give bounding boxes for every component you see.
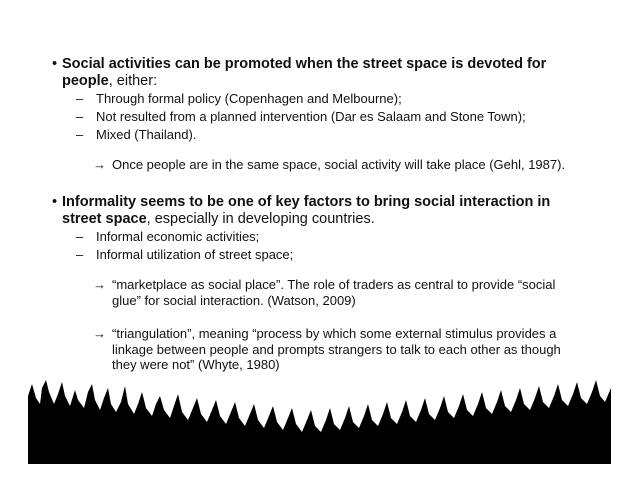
dash-marker: – [76, 127, 84, 142]
dash-marker: – [76, 109, 84, 124]
sub-item: – Mixed (Thailand). [76, 127, 197, 142]
bullet-1-rest: , either: [108, 73, 158, 89]
arrow-item: → “triangulation”, meaning “process by which some external stimulus provides a linkage between people and prompts strangers to talk to each other as though they were not” (Whyte, 1980) [93, 326, 561, 372]
arrow-icon: → [93, 326, 106, 341]
dash-marker: – [76, 247, 84, 262]
arrow-item: → Once people are in the same space, social activity will take place (Gehl, 1987). [93, 157, 566, 172]
sub-item: – Through formal policy (Copenhagen and Melbourne); [76, 91, 402, 106]
bullet-1 [52, 56, 572, 90]
bullet-2-rest: , especially in developing countries. [146, 211, 375, 227]
arrow-icon: → [93, 277, 106, 292]
sub-item: – Informal economic activities; [76, 229, 260, 244]
bullet-2-bold: Informality seems to be one of key factors to bring social interaction in street space [62, 194, 551, 227]
dash-marker: – [76, 91, 84, 106]
dash-marker: – [76, 229, 84, 244]
arrow-icon: → [93, 157, 106, 172]
bullet-1-bold: Social activities can be promoted when the street space is devoted for people [62, 56, 547, 89]
sub-item: – Informal utilization of street space; [76, 247, 294, 262]
bullet-marker: • [52, 194, 58, 210]
arrow-item: → “marketplace as social place”. The role of traders as central to provide “social glue” for social interaction. (Watson, 2009) [93, 277, 556, 308]
crowd-silhouette-image [28, 374, 611, 464]
sub-item: – Not resulted from a planned intervention (Dar es Salaam and Stone Town); [76, 109, 526, 124]
bullet-marker: • [52, 56, 58, 72]
bullet-2 [52, 194, 572, 228]
